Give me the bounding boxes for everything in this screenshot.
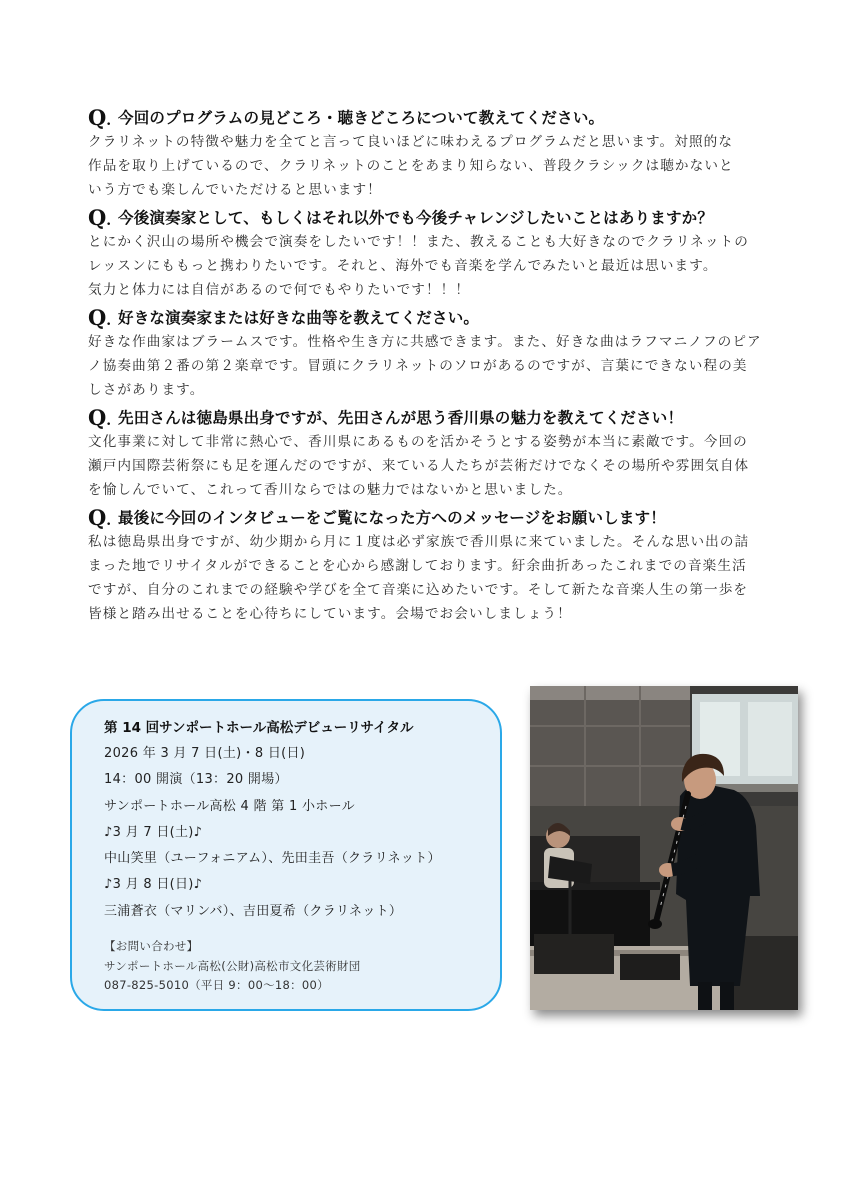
qa-item-5 bbox=[88, 504, 778, 626]
contact-phone[interactable]: 087-825-5010（平日 9：00～18：00） bbox=[104, 978, 329, 992]
clarinetist-photo-illustration bbox=[530, 686, 798, 1010]
question-1: 今回のプログラムの見どころ・聴きどころについて教えてください。 bbox=[118, 109, 605, 127]
qa-item-1 bbox=[88, 104, 778, 202]
q-mark: Q. bbox=[88, 304, 112, 330]
question-5: 最後に今回のインタビューをご覧になった方へのメッセージをお願いします！ bbox=[118, 509, 666, 527]
contact-section bbox=[104, 937, 361, 996]
contact-heading: 【お問い合わせ】 bbox=[104, 939, 199, 953]
qa-item-3 bbox=[88, 304, 778, 402]
question-4: 先田さんは徳島県出身ですが、先田さんが思う香川県の魅力を教えてください！ bbox=[118, 409, 684, 427]
day1-performers: 中山笑里（ユーフォニアム）、先田圭吾（クラリネット） bbox=[104, 851, 441, 867]
event-venue: サンポートホール高松 4 階 第 1 小ホール bbox=[104, 798, 355, 814]
day2-heading: ♪3 月 8 日(日)♪ bbox=[104, 877, 203, 893]
event-time: 14：00 開演（13：20 開場） bbox=[104, 772, 288, 788]
answer-1: クラリネットの特徴や魅力を全てと言って良いほどに味わえるプログラムだと思います。対照的な 作品を取り上げているので、クラリネットのことをあまり知らない、普段クラシックは聴かないと いう方でも楽しんでいただけると思います！ bbox=[88, 134, 734, 198]
event-date: 2026 年 3 月 7 日(土)・8 日(日) bbox=[104, 746, 306, 761]
answer-4: 文化事業に対して非常に熱心で、香川県にあるものを活かそうとする姿勢が本当に素敵です。今回の 瀬戸内国際芸術祭にも足を運んだのですが、来ている人たちが芸術だけでなくその場所や雰囲気自体 を愉しんでいて、これって香川ならではの魅力ではないかと思いました。 bbox=[88, 434, 750, 498]
q-mark: Q. bbox=[88, 104, 112, 130]
performer-photo bbox=[530, 686, 798, 1010]
q-mark: Q. bbox=[88, 204, 112, 230]
contact-organization: サンポートホール高松(公財)高松市文化芸術財団 bbox=[104, 958, 361, 973]
q-mark: Q. bbox=[88, 504, 112, 530]
event-title: 第 14 回サンポートホール高松デビューリサイタル bbox=[104, 720, 414, 736]
answer-5: 私は徳島県出身ですが、幼少期から月に１度は必ず家族で香川県に来ていました。そんな思い出の詰 まった地でリサイタルができることを心から感謝しております。紆余曲折あったこれまでの音楽生活 ですが、自分のこれまでの経験や学びを全て音楽に込めたいです。そして新たな音楽人生の第一歩を 皆様と踏み出せることを心待ちにしています。会場でお会いしましょう！ bbox=[88, 534, 750, 622]
qa-item-4 bbox=[88, 404, 778, 502]
answer-2: とにかく沢山の場所や機会で演奏をしたいです！！また、教えることも大好きなのでクラリネットの レッスンにももっと携わりたいです。それと、海外でも音楽を学んでみたいと最近は思います。 気力と体力には自信があるので何でもやりたいです！！！ bbox=[88, 234, 749, 298]
event-info-box bbox=[70, 699, 502, 1011]
interview-section bbox=[88, 104, 778, 626]
answer-3: 好きな作曲家はブラームスです。性格や生き方に共感できます。また、好きな曲はラフマニノフのピア ノ協奏曲第２番の第２楽章です。冒頭にクラリネットのソロがあるのですが、言葉にできない程の美 しさがあります。 bbox=[88, 334, 762, 398]
question-3: 好きな演奏家または好きな曲等を教えてください。 bbox=[118, 309, 480, 327]
question-2: 今後演奏家として、もしくはそれ以外でも今後チャレンジしたいことはありますか？ bbox=[118, 209, 714, 227]
qa-item-2 bbox=[88, 204, 778, 302]
day2-performers: 三浦蒼衣（マリンバ）、吉田夏希（クラリネット） bbox=[104, 903, 403, 919]
day1-heading: ♪3 月 7 日(土)♪ bbox=[104, 824, 203, 840]
q-mark: Q. bbox=[88, 404, 112, 430]
